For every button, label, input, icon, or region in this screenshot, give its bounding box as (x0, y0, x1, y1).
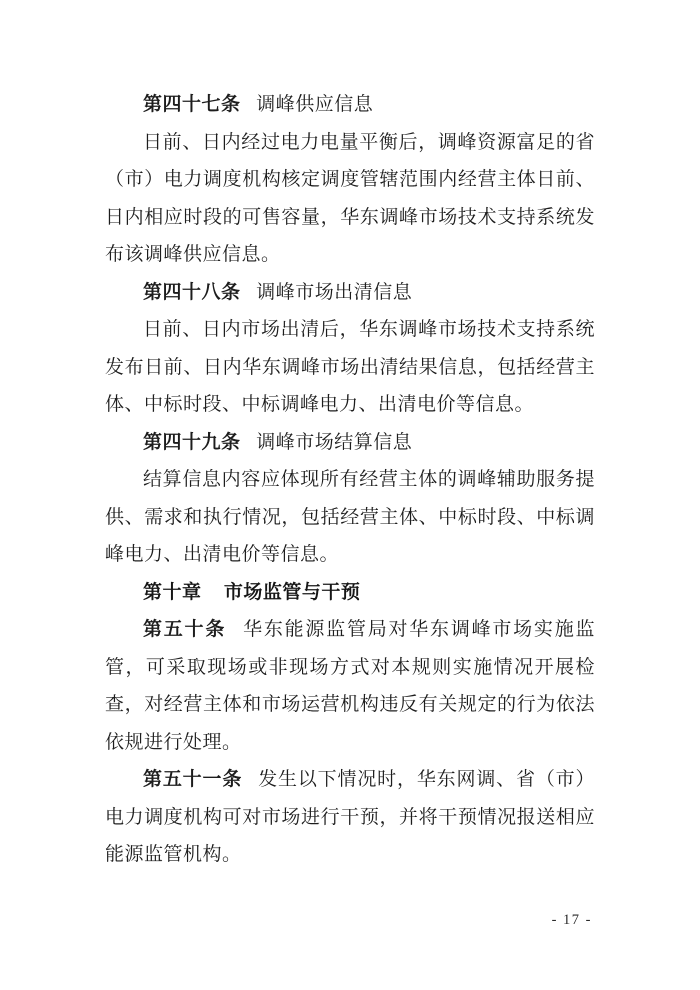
article-51-number: 第五十一条 (143, 769, 243, 790)
article-48-title: 调峰市场出清信息 (256, 281, 413, 303)
page-number: - 17 - (551, 912, 592, 928)
article-49-heading (105, 424, 595, 462)
article-50-body: 华东能源监管局对华东调峰市场实施监管，可采取现场或非现场方式对本规则实施情况开展检查，对经营主体和市场运营机构违反有关规定的行为依法依规进行处理。 (105, 619, 595, 753)
article-49-title: 调峰市场结算信息 (256, 431, 413, 453)
article-50-number: 第五十条 (143, 619, 227, 640)
article-49-body: 结算信息内容应体现所有经营主体的调峰辅助服务提供、需求和执行情况，包括经营主体、中标时段、中标调峰电力、出清电价等信息。 (105, 469, 595, 565)
article-48-body: 日前、日内市场出清后，华东调峰市场技术支持系统发布日前、日内华东调峰市场出清结果信息，包括经营主体、中标时段、中标调峰电力、出清电价等信息。 (105, 319, 595, 415)
article-47-title: 调峰供应信息 (256, 94, 374, 115)
article-51-body: 发生以下情况时，华东网调、省（市）电力调度机构可对市场进行干预，并将干预情况报送相应能源监管机构。 (105, 769, 595, 865)
article-51-paragraph (105, 761, 595, 874)
chapter-10-name: 市场监管与干预 (223, 581, 361, 603)
article-48-heading (105, 274, 595, 312)
document-content (105, 86, 595, 874)
chapter-10-number: 第十章 (143, 581, 202, 603)
article-47-body: 日前、日内经过电力电量平衡后，调峰资源富足的省（市）电力调度机构核定调度管辖范围内经营主体日前、日内相应时段的可售容量，华东调峰市场技术支持系统发布该调峰供应信息。 (105, 131, 595, 265)
chapter-10-title (105, 574, 595, 612)
article-47-heading (105, 86, 595, 124)
article-49-number: 第四十九条 (143, 431, 241, 453)
article-50-paragraph (105, 611, 595, 761)
article-48-number: 第四十八条 (143, 281, 241, 303)
article-47-number: 第四十七条 (143, 94, 241, 115)
